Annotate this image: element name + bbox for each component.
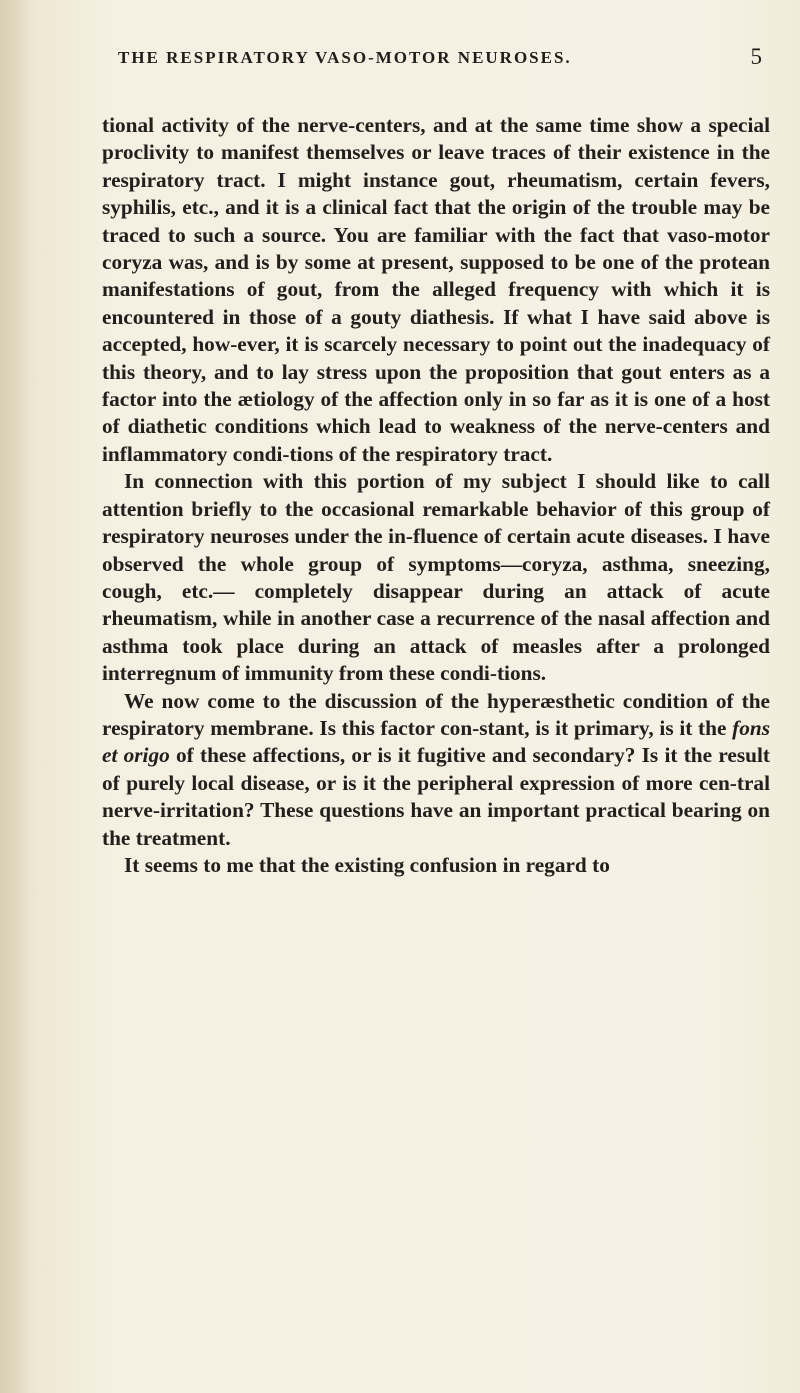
body-text	[102, 112, 770, 879]
paragraph	[102, 688, 770, 852]
paragraph: In connection with this portion of my subject I should like to call attention briefly to the occasional remarkable behavior of this group of respiratory neuroses under the in-fluence of certain acute diseases. I have observed the whole group of symptoms—coryza, asthma, sneezing, cough, etc.— completely disappear during an attack of acute rheumatism, while in another case a recurrence of the nasal affection and asthma took place during an attack of measles after a prolonged interregnum of immunity from these condi-tions.	[102, 469, 770, 686]
page-gutter-shadow	[0, 0, 30, 1393]
paragraph-text: We now come to the discussion of the hyperæsthetic condition of the respiratory membrane. Is this factor con-stant, is it primary, is it the	[102, 688, 770, 740]
running-head: THE RESPIRATORY VASO-MOTOR NEUROSES.	[118, 48, 572, 67]
latin-phrase: fons et origo	[102, 715, 770, 768]
paragraph-text: of these affections, or is it fugitive and secondary? Is it the result of purely local disease, or is it the peripheral expression of more cen-tral nerve-irritation? These questions have an important practical bearing on the treatment.	[102, 743, 770, 850]
paragraph: It seems to me that the existing confusion in regard to	[124, 852, 610, 877]
page-number: 5	[750, 44, 762, 69]
paragraph: tional activity of the nerve-centers, and at the same time show a special proclivity to manifest themselves or leave traces of their existence in the respiratory tract. I might instance gout, rheumatism, certain fevers, syphilis, etc., and it is a clinical fact that the origin of the trouble may be traced to such a source. You are familiar with the fact that vaso-motor coryza was, and is by some at present, supposed to be one of the protean manifestations of gout, from the alleged frequency with which it is encountered in those of a gouty diathesis. If what I have said above is accepted, how-ever, it is scarcely necessary to point out the inadequacy of this theory, and to lay stress upon the proposition that gout enters as a factor into the ætiology of the affection only in so far as it is one of a host of diathetic conditions which lead to weakness of the nerve-centers and inflammatory condi-tions of the respiratory tract.	[102, 113, 770, 466]
